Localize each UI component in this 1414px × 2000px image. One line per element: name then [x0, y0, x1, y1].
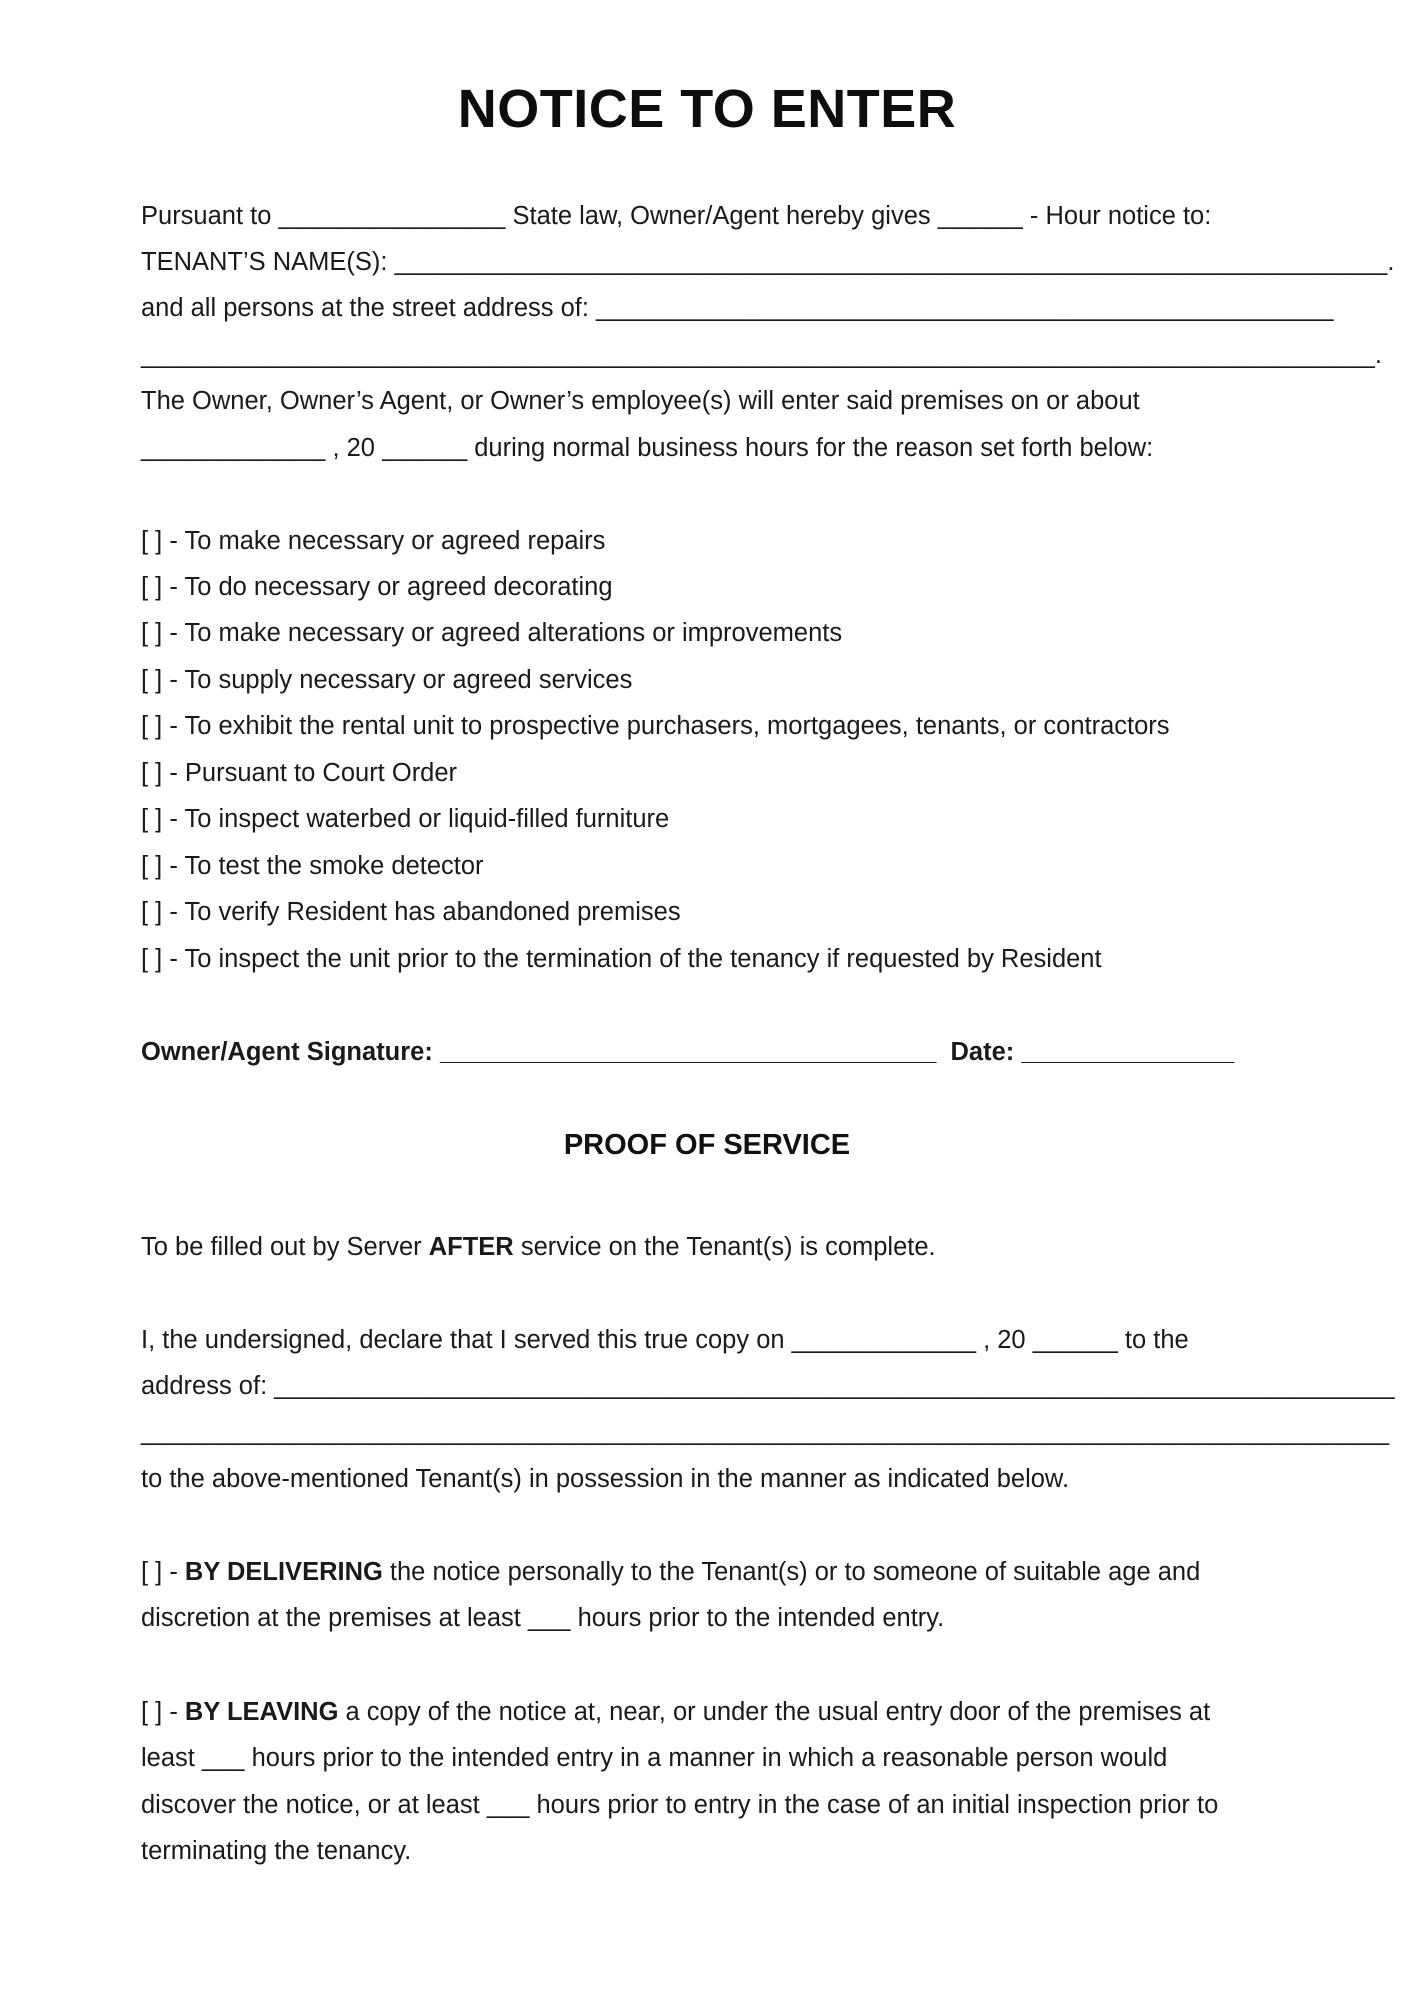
reason-item: [ ] - To exhibit the rental unit to prospective purchasers, mortgagees, tenants, or contractors: [141, 712, 1170, 740]
declaration-line-4: to the above-mentioned Tenant(s) in possession in the manner as indicated below.: [141, 1465, 1070, 1493]
page-title: NOTICE TO ENTER: [457, 79, 957, 139]
street-address-line: and all persons at the street address of: ____________________________________________________: [141, 294, 1334, 322]
entry-statement-line: The Owner, Owner’s Agent, or Owner’s employee(s) will enter said premises on or about: [141, 387, 1140, 415]
reason-item: [ ] - To inspect waterbed or liquid-filled furniture: [141, 805, 670, 833]
declaration-line-1: I, the undersigned, declare that I served this true copy on _____________ , 20 ______ to the: [141, 1326, 1189, 1354]
declaration-address-line: address of: _______________________________________________________________________________: [141, 1372, 1395, 1400]
delivering-option-continuation: discretion at the premises at least ___ hours prior to the intended entry.: [141, 1604, 945, 1632]
instruction-emphasis: AFTER: [428, 1233, 514, 1261]
instruction-text: To be filled out by Server: [141, 1233, 429, 1261]
owner-agent-signature-field: Owner/Agent Signature: ___________________________________: [141, 1038, 937, 1066]
delivering-label: BY DELIVERING: [184, 1558, 383, 1586]
reason-item: [ ] - To test the smoke detector: [141, 852, 484, 880]
signature-date-field: Date: _______________: [950, 1038, 1235, 1066]
entry-date-line: _____________ , 20 ______ during normal business hours for the reason set forth below:: [141, 434, 1154, 462]
delivering-text: the notice personally to the Tenant(s) or to someone of suitable age and: [382, 1558, 1201, 1586]
reason-item: [ ] - To supply necessary or agreed services: [141, 666, 633, 694]
reason-item: [ ] - To do necessary or agreed decorating: [141, 573, 613, 601]
checkbox-bracket: [ ] -: [141, 1698, 185, 1726]
checkbox-bracket: [ ] -: [141, 1558, 185, 1586]
instruction-text-end: service on the Tenant(s) is complete.: [513, 1233, 936, 1261]
reason-item: [ ] - To make necessary or agreed alterations or improvements: [141, 619, 843, 647]
reason-item: [ ] - To make necessary or agreed repairs: [141, 527, 606, 555]
signature-line: [141, 1035, 1281, 1069]
leaving-text: a copy of the notice at, near, or under the usual entry door of the premises at: [338, 1698, 1211, 1726]
leaving-label: BY LEAVING: [184, 1698, 339, 1726]
leaving-option-line-2: least ___ hours prior to the intended entry in a manner in which a reasonable person would: [141, 1744, 1168, 1772]
leaving-option-line-3: discover the notice, or at least ___ hours prior to entry in the case of an initial inspection prior to: [141, 1791, 1219, 1819]
proof-of-service-title: PROOF OF SERVICE: [563, 1129, 851, 1161]
server-instruction: [141, 1230, 1281, 1264]
leaving-option-line-4: terminating the tenancy.: [141, 1837, 412, 1865]
reason-item: [ ] - To inspect the unit prior to the termination of the tenancy if requested by Resident: [141, 945, 1102, 973]
delivering-option: [141, 1555, 1281, 1589]
reason-item: [ ] - To verify Resident has abandoned premises: [141, 898, 681, 926]
leaving-option: [141, 1695, 1281, 1729]
intro-line-1: Pursuant to ________________ State law, Owner/Agent hereby gives ______ - Hour notice to:: [141, 202, 1212, 230]
reason-item: [ ] - Pursuant to Court Order: [141, 759, 458, 787]
street-address-continuation: _______________________________________________________________________________________.: [141, 341, 1382, 369]
declaration-address-continuation: ________________________________________________________________________________________: [141, 1418, 1390, 1446]
tenant-names-line: TENANT’S NAME(S): ______________________________________________________________________.: [141, 248, 1395, 276]
